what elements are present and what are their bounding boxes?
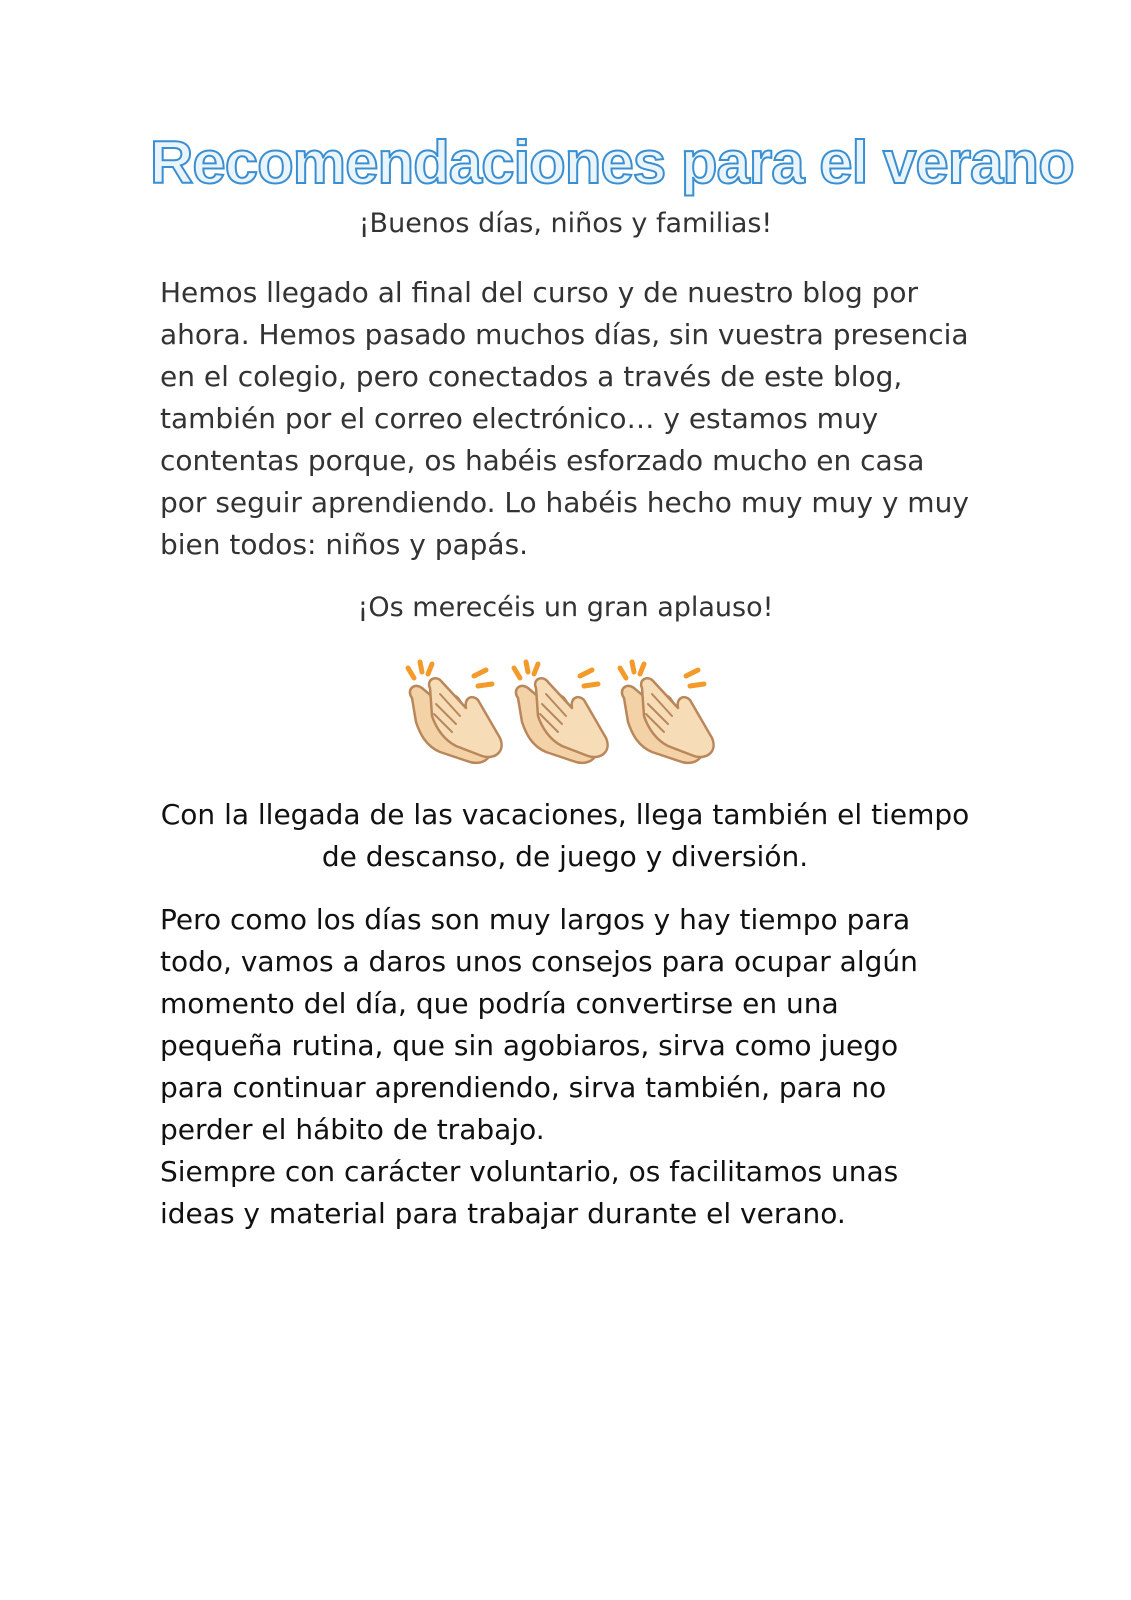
- vacation-text: Con la llegada de las vacaciones, llega también el tiempo de descanso, de juego y diversión.: [160, 798, 970, 873]
- intro-paragraph: Hemos llegado al final del curso y de nuestro blog por ahora. Hemos pasado muchos días, sin vuestra presencia en el colegio, pero conectados a través de este blog, también por el correo electrónico… y estamos muy contentas porque, os habéis esforzado mucho en casa por seguir aprendiendo. Lo habéis hecho muy muy y muy bien todos: niños y papás.: [160, 276, 969, 561]
- voluntary-paragraph: Siempre con carácter voluntario, os facilitamos unas ideas y material para trabajar durante el verano.: [160, 1155, 899, 1230]
- advice-paragraph: Pero como los días son muy largos y hay tiempo para todo, vamos a daros unos consejos para ocupar algún momento del día, que podría convertirse en una pequeña rutina, que sin agobiaros, sirva como juego para continuar aprendiendo, sirva también, para no perder el hábito de trabajo.: [160, 903, 918, 1146]
- clapping-hands-icon: [400, 658, 512, 768]
- greeting: ¡Buenos días, niños y familias!: [358, 208, 773, 239]
- page-title: Recomendaciones para el verano: [150, 129, 1074, 196]
- clapping-hands-row: [400, 658, 730, 768]
- applause-text: ¡Os merecéis un gran aplauso!: [357, 592, 774, 623]
- clapping-hands-icon: [506, 658, 618, 768]
- clapping-hands-icon: [612, 658, 724, 768]
